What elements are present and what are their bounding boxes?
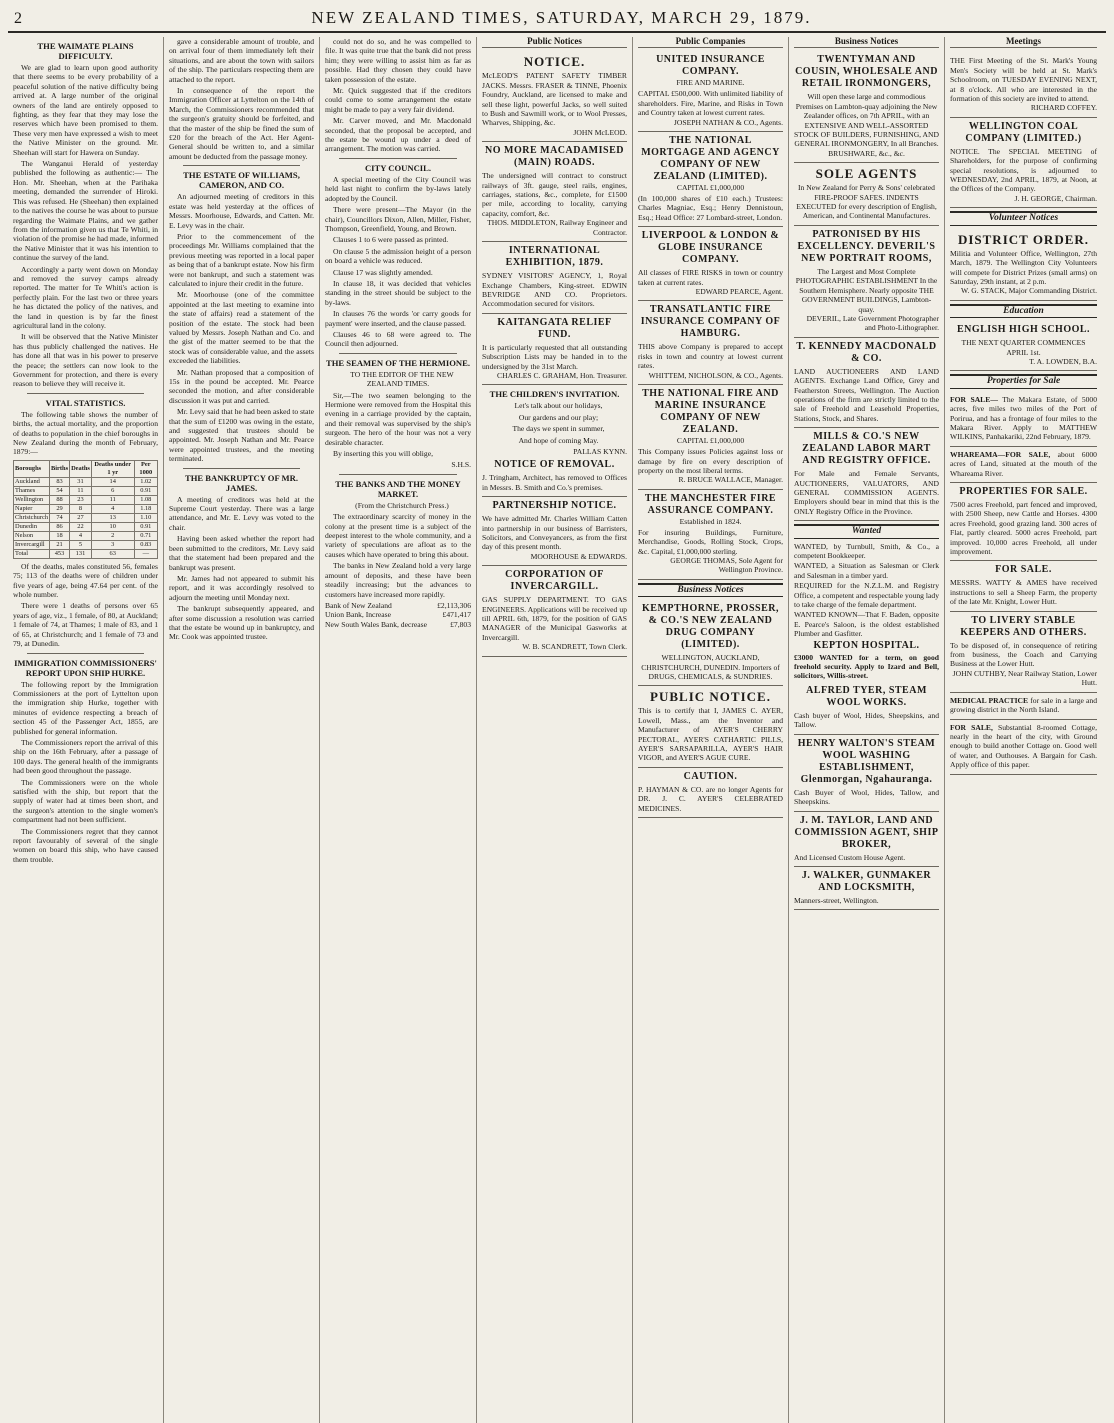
article-title: THE SEAMEN OF THE HERMIONE.	[326, 357, 470, 368]
ad-heading: LIVERPOOL & LONDON & GLOBE INSURANCE COMPANY.	[641, 230, 780, 266]
table-header: Per 1000	[134, 460, 157, 477]
ad-heading: J. WALKER, GUNMAKER AND LOCKSMITH,	[801, 869, 932, 893]
article-paragraph: The Commissioners report the arrival of this ship on the 16th February, after a passage of 100 days. The general health of the immigrants had been good throughout the passage.	[13, 737, 158, 776]
table-cell: 29	[50, 504, 70, 513]
ad-roads	[482, 142, 627, 242]
article-paragraph: TO THE EDITOR OF THE NEW ZEALAND TIMES.	[350, 369, 454, 389]
ad-heading: MEDICAL PRACTICE	[950, 695, 1029, 705]
article-continued	[169, 37, 314, 161]
ad-subheading: CAPITAL £1,000,000	[676, 436, 745, 446]
article-immigration	[13, 658, 158, 865]
ad-body: 7500 acres Freehold, part fenced and improved, with 2500 Sheep, new Cattle and Horses. 4300 acres Freehold, good grazing land. 300 acres of Flat, partly cleared. 5000 acres Freehold, part improved. 10,000 acres Freehold, all under improvement.	[950, 500, 1097, 557]
article-paragraph: Mr. Quick suggested that if the creditors could come to some arrangement the estate might be made to pay a very fair dividend.	[325, 86, 471, 114]
poem-signature: PALLAS KYNN.	[573, 446, 627, 456]
ad-heading: KAITANGATA RELIEF FUND.	[497, 316, 612, 340]
ad-heading: T. KENNEDY MACDONALD & CO.	[796, 340, 937, 364]
table-cell: —	[134, 549, 157, 558]
ad-united-insurance	[638, 51, 783, 132]
ad-body: THIS above Company is prepared to accept risks in town and country at lowest current rates.	[638, 342, 783, 371]
page-number: 2	[14, 10, 23, 27]
ad-body: (In 100,000 shares of £10 each.) Trustees: Charles Magniac, Esq.; Henry Dennistoun, Esq.; Head Office: 27 Lombard-street, London.	[638, 194, 783, 222]
ad-heading: THE NATIONAL FIRE AND MARINE INSURANCE COMPANY OF NEW ZEALAND.	[642, 388, 779, 436]
bank-figure-row	[325, 610, 471, 619]
article-paragraph: Prior to the commencement of the proceedings Mr. Williams complained that the previous meeting was reported in a local paper as being that of a bankrupt estate. Now his firm were not bankrupt, and such a statement was calculated to injure their credit in the future.	[169, 231, 314, 288]
column-2	[164, 37, 320, 1423]
article-waimate	[13, 41, 158, 389]
table-body	[14, 477, 158, 558]
article-paragraph: By inserting this you will oblige,	[333, 449, 433, 459]
ad-body: Cash buyer of Wool, Hides, Sheepskins, and Tallow.	[794, 710, 939, 730]
table-cell: 11	[91, 495, 134, 504]
table-cell: 74	[50, 513, 70, 522]
table-cell: 0.83	[134, 540, 157, 549]
section-heading: Volunteer Notices	[950, 211, 1097, 225]
poem-title: THE CHILDREN'S INVITATION.	[489, 389, 620, 400]
article-title: THE WAIMATE PLAINS DIFFICULTY.	[37, 41, 134, 61]
ad-heading: PARTNERSHIP NOTICE.	[492, 500, 617, 512]
ad-heading: TWENTYMAN AND COUSIN, WHOLESALE AND RETAIL IRONMONGERS,	[795, 54, 938, 90]
ad-body: The Makara Estate, of 5000 acres, five miles two miles of the Port of Porirua, and has a frontage of four miles to the Makara River. Apply to MATTHEW WILKINS, Panhakariki, 22nd February, 1879.	[950, 394, 1098, 442]
ad-manchester-fire	[638, 490, 783, 580]
ad-body: This Company issues Policies against loss or damage by fire on every description of property on the most liberal terms.	[638, 447, 783, 475]
ad-body: J. Tringham, Architect, has removed to Offices in Messrs. B. Smith and Co.'s premises.	[482, 473, 627, 492]
bank-figures	[325, 601, 471, 629]
article-paragraph: (From the Christchurch Press.)	[355, 500, 449, 510]
ad-subheading: Established in 1824.	[679, 516, 742, 526]
section-heading: Public Notices	[482, 37, 627, 48]
article-paragraph: Mr. Moorhouse (one of the committee appointed at the last meeting to examine into the state of affairs) read a statement of the position of the estate. The stock had been valued by Messrs. Joseph Nathan and Co. and the gist of the matter seemed to be that the stock was of considerable value, and the assets exceeded the liabilities.	[169, 290, 314, 366]
table-row	[14, 549, 158, 558]
ad-heading: HENRY WALTON'S STEAM WOOL WASHING ESTABLISHMENT, Glenmorgan, Ngahauranga.	[797, 737, 936, 785]
table-header: Deaths	[70, 460, 92, 477]
ad-heading: TRANSATLANTIC FIRE INSURANCE COMPANY OF HAMBURG.	[640, 304, 781, 340]
article-title: THE BANKS AND THE MONEY MARKET.	[335, 478, 461, 499]
ad-signature: THOS. MIDDLETON, Railway Engineer and Contractor.	[487, 218, 627, 237]
ad-body: This is to certify that I, JAMES C. AYER, Lowell, Mass., am the Inventor and Manufacturer of AYER'S CHERRY PECTORAL, AYER'S CATHARTIC PILLS, AYER'S SARSAPARILLA, AYER'S HAIR VIGOR, and AYER'S AGUE CURE.	[638, 706, 783, 763]
ad-heading: FOR SALE—	[950, 394, 998, 404]
ad-body: about 6000 acres of Land, situated at the mouth of the Whareama River.	[950, 449, 1097, 478]
ad-body: WELLINGTON, AUCKLAND, CHRISTCHURCH, DUNEDIN. Importers of DRUGS, CHEMICALS, & SUNDRIES.	[641, 653, 780, 681]
article-paragraph: The following report by the Immigration Commissioners at the port of Lyttelton upon the immigration ship Hurke, together with minutes of evidence respecting a breach of section 45 of the Passenger Act, 1855, are published for general information.	[13, 679, 158, 736]
table-cell: 21	[50, 540, 70, 549]
bank-value: £2,113,306	[437, 600, 471, 610]
ad-kempthorne-drug	[638, 600, 783, 686]
ad-body: for sale in a large and growing district in the North Island.	[950, 695, 1098, 715]
ad-body: Militia and Volunteer Office, Wellington, 27th March, 1879. The Wellington City Volunteers will compete for District Prizes (small arms) on Saturday, 29th instant, at 2 p.m.	[950, 248, 1097, 286]
ad-body: SYDNEY VISITORS' AGENCY, 1, Royal Exchange Chambers, King-street. EDWIN BEVRIDGE AND CO. Proprietors. Accommodation secured for visitors.	[482, 271, 627, 309]
ad-removal	[482, 456, 627, 497]
ad-heading: PATRONISED BY HIS EXCELLENCY. DEVERIL'S NEW PORTRAIT ROOMS,	[797, 228, 936, 264]
ad-body: MESSRS. WATTY & AMES have received instructions to sell a Sheep Farm, the property of the late Mr. Knight, Lower Hutt.	[950, 578, 1097, 607]
table-row	[14, 477, 158, 486]
ad-signature: T. A. LOWDEN, B.A.	[1029, 356, 1097, 366]
section-heading: Properties for Sale	[950, 374, 1097, 388]
ad-public-notice-ayer	[638, 686, 783, 767]
table-header: Births	[50, 460, 70, 477]
article-paragraph: The banks in New Zealand hold a very large amount of deposits, and these have been steadily increasing; but the advances to customers have increased more rapidly.	[325, 561, 471, 599]
ad-body: For insuring Buildings, Furniture, Merchandise, Goods, Rolling Stock, Crops, &c. Capital, £1,000,000 sterling.	[638, 527, 783, 556]
ad-national-fire	[638, 385, 783, 490]
ad-signature: R. BRUCE WALLACE, Manager.	[678, 475, 783, 485]
ad-heading: NOTICE OF REMOVAL.	[494, 459, 615, 471]
ad-liverpool-london	[638, 227, 783, 301]
ad-signature: J. H. GEORGE, Chairman.	[1014, 193, 1097, 203]
article-title: THE BANKRUPTCY OF MR. JAMES.	[185, 472, 298, 493]
article-paragraph: The bankrupt subsequently appeared, and after some discussion a resolution was carried that the estate be wound up in bankruptcy, and Mr. Cook was appointed trustee.	[169, 604, 314, 642]
ad-body: All classes of FIRE RISKS in town or country taken at current rates.	[638, 268, 783, 287]
table-header: Boroughs	[14, 460, 50, 477]
table-cell: Auckland	[14, 477, 50, 486]
ad-property	[950, 392, 1097, 447]
table-cell: Wellington	[14, 495, 50, 504]
article-city-council	[325, 163, 471, 349]
ad-sole-agents	[794, 163, 939, 226]
wanted-item: REQUIRED for the N.Z.L.M. and Registry Office, a competent and respectable young lady to take charge of the female department.	[794, 581, 939, 610]
vital-statistics-table	[13, 460, 158, 559]
ad-heading: ENGLISH HIGH SCHOOL.	[956, 324, 1091, 336]
table-cell: 18	[50, 531, 70, 540]
ad-deveril-portrait	[794, 226, 939, 338]
ad-body: It is particularly requested that all outstanding Subscription Lists may be handed in to the undersigned by the 31st March.	[482, 342, 627, 371]
divider	[339, 353, 457, 354]
column-5	[633, 37, 789, 1423]
ad-body: Will open these large and commodious Premises on Lambton-quay adjoining the New Zealander offices, on 7th APRIL, with an EXTENSIVE AND WELL-ASSORTED STOCK OF BUILDERS, FURNISHING, AND GENERAL IRONMONGERY, In all Branches. BRUSHWARE, &c., &c.	[794, 92, 940, 158]
poem-line: Our gardens and our play;	[518, 412, 599, 422]
ad-heading: FOR SALE.	[995, 564, 1052, 576]
table-cell: 63	[91, 549, 134, 558]
table-cell: 1.02	[134, 477, 157, 486]
divider	[27, 653, 144, 654]
ad-subheading: FIRE AND MARINE.	[676, 78, 745, 88]
article-paragraph: The Commissioners regret that they cannot report favourably of several of the single women on board this ship, who have caused them trouble.	[13, 826, 158, 864]
ad-body: In New Zealand for Perry & Sons' celebrated FIRE-PROOF SAFES. INDENTS EXECUTED for every description of English, American, and Continental Manufactures.	[796, 183, 937, 221]
article-paragraph: Clauses 1 to 6 were passed as printed.	[333, 235, 449, 245]
ad-heading: NOTICE.	[523, 54, 586, 70]
ad-body: Manners-street, Wellington.	[794, 895, 879, 905]
ad-signature: DEVERIL, Late Government Photographer and Photo-Lithographer.	[806, 313, 939, 333]
ad-body: THE First Meeting of the St. Mark's Young Men's Society will be held at St. Mark's Schoolroom, on TUESDAY EVENING NEXT, at 8 o'clock. All who are interested in the formation of this society are invited to attend.	[950, 56, 1097, 104]
article-paragraph: Mr. Nathan proposed that a composition of 15s in the pound be accepted. Mr. Pearce seconded the motion, and after considerable discussion it was put and carried.	[169, 367, 314, 405]
wanted-item: £3000 WANTED for a term, on good freehold security. Apply to Izard and Bell, solicitors, Willis-street.	[794, 652, 939, 681]
article-paragraph: There were 1 deaths of persons over 65 years of age, viz., 1 female, of 80, at Auckland; 1 female of 74, at Thames; 1 male of 83, and 1 of 65, at Christchurch; and 1 female of 73 and 79, at Dunedin.	[13, 601, 158, 649]
ad-heading: INTERNATIONAL EXHIBITION, 1879.	[505, 245, 604, 269]
article-title: VITAL STATISTICS.	[45, 397, 126, 408]
ad-kennedy-macdonald	[794, 338, 939, 428]
ad-heading: TO LIVERY STABLE KEEPERS AND OTHERS.	[960, 614, 1087, 638]
article-paragraph: Clause 17 was slightly amended.	[333, 267, 433, 277]
ad-henry-walton	[794, 735, 939, 812]
masthead	[8, 6, 1106, 33]
ad-transatlantic	[638, 301, 783, 385]
columns	[8, 37, 1106, 1423]
ad-medical-practice	[950, 693, 1097, 720]
ad-property	[950, 483, 1097, 561]
table-cell: Invercargill	[14, 540, 50, 549]
article-paragraph: On clause 5 the admission height of a person on board a vehicle was reduced.	[325, 246, 471, 266]
ad-cottage-sale	[950, 720, 1097, 775]
table-cell: 2	[91, 531, 134, 540]
ad-signature: JOHN McLEOD.	[573, 127, 627, 137]
poem-line: And hope of coming May.	[518, 435, 599, 445]
ad-body: The Largest and Most Complete PHOTOGRAPHIC ESTABLISHMENT In the Southern Hemisphere. Nearly opposite THE GOVERNMENT BUILDINGS, Lambton-quay.	[795, 266, 938, 314]
ad-signature: W. B. SCANDRETT, Town Clerk.	[522, 642, 627, 652]
table-header: Deaths under 1 yr	[91, 460, 134, 477]
article-paragraph: Mr. James had not appeared to submit his report, and it was accordingly resolved to adjourn the meeting until Monday next.	[169, 573, 314, 602]
poem	[482, 389, 627, 456]
ad-heading: FOR SALE,	[950, 722, 993, 732]
column-1	[8, 37, 164, 1423]
article-paragraph: The Wanganui Herald of yesterday published the following as authentic:— The Hon. Mr. Sheehan, when at the Parihaka meeting, demanded the surrender of Hiroki. This was refused. He (Sheehan) then explained to the natives the course he was about to pursue regarding the Waimate Plains, and we gather from the information given us that Te Whiti, in violation of the promise he had made, informed the Native Minister that it was his intention to continue the survey of the land.	[13, 159, 158, 263]
table-cell: 8	[70, 504, 92, 513]
section-heading: Business Notices	[638, 583, 783, 597]
ad-heading: NO MORE MACADAMISED (MAIN) ROADS.	[485, 145, 624, 169]
article-paragraph: We are glad to learn upon good authority that there seems to be every probability of a peaceful solution of the native difficulty being arrived at. A large number of the original owners of the land are entirely opposed to fighting, as they fear that they may lose the reserves which have been promised to them. These very men have expressed a wish to meet the Native Minister on the ground. Mr. Sheehan will start for Hawera on Sunday.	[13, 63, 158, 157]
ad-heading: KEMPTHORNE, PROSSER, & CO.'S NEW ZEALAND DRUG COMPANY (LIMITED).	[642, 603, 779, 651]
table-cell: 54	[50, 486, 70, 495]
article-paragraph: A special meeting of the City Council was held last night to confirm the by-laws lately adopted by the Council.	[325, 174, 471, 203]
ad-signature: WHITTEM, NICHOLSON, & CO., Agents.	[648, 370, 783, 380]
table-row	[14, 495, 158, 504]
table-cell: 6	[91, 486, 134, 495]
ad-heading: WHAREAMA—FOR SALE,	[950, 449, 1051, 459]
ad-signature: EDWARD PEARCE, Agent.	[695, 287, 783, 297]
ad-heading: CAUTION.	[683, 770, 738, 782]
ad-heading: PROPERTIES FOR SALE.	[959, 486, 1088, 497]
table-cell: 11	[70, 486, 92, 495]
ad-body: McLEOD'S PATENT SAFETY TIMBER JACKS. Messrs. FRASER & TINNE, Phoenix Foundry, Auckland, are licensed to make and sell these light, powerful Jacks, so well suited to Bush and Sawmill work, or to Wool Presses, Wharves, Shipping, &c.	[482, 71, 627, 128]
ad-heading: ALFRED TYER, STEAM WOOL WORKS.	[806, 684, 927, 708]
bank-figure-row	[325, 620, 471, 629]
ad-property	[950, 561, 1097, 611]
table-cell: 0.71	[134, 531, 157, 540]
ad-alfred-tyer	[794, 682, 939, 735]
article-paragraph: could not do so, and he was compelled to file. It was quite true that the bank did not press him; they were willing to assist him as far as possible. Had they chosen they could have taken possession of the estate.	[325, 37, 471, 84]
ad-body: We have admitted Mr. Charles William Catten into partnership in our business of Barristers, Solicitors, and Conveyancers, as from the first day of this present month.	[482, 514, 627, 552]
bank-figure-row	[325, 601, 471, 610]
table-cell: 1.18	[134, 504, 157, 513]
article-paragraph: The extraordinary scarcity of money in the colony at the present time is a subject of the deepest interest to the whole community, and a variety of speculations are afloat as to the causes which have operated to bring this about.	[325, 512, 471, 559]
article-williams-cameron	[169, 170, 314, 463]
divider	[339, 158, 457, 159]
article-paragraph: Clauses 46 to 68 were agreed to. The Council then adjourned.	[325, 329, 471, 349]
table-cell: Christchurch	[15, 513, 49, 521]
article-paragraph: It will be observed that the Native Minister has thus publicly challenged the natives. He has done all that was in his power to preserve the peace; the settlers can now look to the Government for protection, and there is every reason to believe they will receive it.	[13, 332, 158, 389]
ad-heading: PUBLIC NOTICE.	[650, 689, 771, 705]
table-cell: 0.91	[134, 522, 157, 531]
ad-body: And Licensed Custom House Agent.	[794, 852, 906, 862]
ad-property	[950, 447, 1097, 483]
ad-kaitangata	[482, 314, 627, 386]
table-cell: 22	[70, 522, 92, 531]
table-cell: 1.08	[134, 495, 157, 504]
wanted-item: KEPTON HOSPITAL.	[813, 639, 920, 651]
table-cell: Thames	[14, 486, 50, 495]
ad-subheading: CAPITAL £1,000,000	[676, 183, 745, 193]
article-signature: S.H.S.	[451, 460, 471, 470]
table-cell: 23	[70, 495, 92, 504]
bank-name: Bank of New Zealand	[325, 600, 392, 610]
table-header-row	[14, 460, 158, 477]
ad-body: THE NEXT QUARTER COMMENCES APRIL 1st.	[961, 338, 1086, 357]
ad-signature: JOSEPH NATHAN & CO., Agents.	[673, 117, 783, 127]
table-cell: 4	[91, 504, 134, 513]
ad-heading: DISTRICT ORDER.	[957, 231, 1090, 247]
ad-national-mortgage	[638, 132, 783, 227]
ad-signature: MOORHOUSE & EDWARDS.	[530, 551, 627, 561]
ad-body: LAND AUCTIONEERS AND LAND AGENTS. Exchange Land Office, Grey and Featherston Streets, Wellington. The Auction operations of the firm are strictly limited to the sale of Freehold and Leasehold Properties, Stations, Stock, and Shares.	[794, 366, 939, 423]
article-hermione	[325, 358, 471, 470]
ad-twentyman-cousin	[794, 51, 939, 163]
divider	[27, 393, 144, 394]
bank-name: New South Wales Bank, decrease	[325, 619, 427, 629]
column-4	[477, 37, 633, 1423]
article-vital-statistics	[13, 398, 158, 649]
newspaper-title: NEW ZEALAND TIMES, SATURDAY, MARCH 29, 1879.	[311, 8, 812, 27]
column-6	[789, 37, 945, 1423]
article-bankruptcy-james	[169, 473, 314, 642]
article-paragraph: The following table shows the number of births, the actual mortality, and the proportion of deaths to population in the chief boroughs in New Zealand during the month of February, 1879:—	[13, 409, 158, 457]
table-cell: 27	[70, 513, 92, 522]
table-cell: 88	[50, 495, 70, 504]
wanted-item: WANTED, a Situation as Salesman or Clerk and Salesman in a timber yard.	[794, 561, 939, 580]
ad-heading: THE MANCHESTER FIRE ASSURANCE COMPANY.	[644, 492, 777, 516]
ad-signature: W. G. STACK, Major Commanding District.	[960, 286, 1097, 296]
ad-j-walker	[794, 867, 939, 910]
ad-heading: J. M. TAYLOR, LAND AND COMMISSION AGENT, SHIP BROKER,	[794, 814, 939, 850]
ad-heading: THE NATIONAL MORTGAGE AND AGENCY COMPANY OF NEW ZEALAND (LIMITED).	[641, 135, 780, 183]
section-heading: Meetings	[950, 37, 1097, 48]
bank-value: £7,803	[450, 619, 471, 629]
divider	[183, 165, 300, 166]
ad-high-school	[950, 321, 1097, 371]
ad-exhibition	[482, 242, 627, 314]
ad-mcleod-jacks	[482, 51, 627, 142]
table-cell: 1.10	[134, 513, 157, 522]
section-heading: Wanted	[794, 524, 939, 538]
section-heading: Public Companies	[638, 37, 783, 48]
table-cell: 0.91	[134, 486, 157, 495]
ad-heading: SOLE AGENTS	[815, 166, 918, 182]
table-cell: 83	[50, 477, 70, 486]
ad-body: Substantial 8-roomed Cottage, nearly in the heart of the city, with Ground enough to build another Cottage on. Good well of water, and Outhouses. A Bargain for Cash. Apply office of this paper.	[950, 722, 1097, 770]
ad-heading: CORPORATION OF INVERCARGILL.	[505, 569, 604, 593]
section-heading: Business Notices	[794, 37, 939, 48]
article-title: CITY COUNCIL.	[364, 162, 432, 173]
ad-partnership	[482, 497, 627, 566]
article-paragraph: The Commissioners were on the whole satisfied with the ship, but report that the supply of water had at times been short, and the surgeon's attention to the single women's compartment had not been sufficient.	[13, 777, 158, 825]
ad-livery-stable	[950, 612, 1097, 693]
article-paragraph: Accordingly a party went down on Monday and removed the survey camps already reported. The matter for Te Whiti's action is perfectly plain. For the last two or three years he has dictated the policy of the natives, and the land in question is by far the finest agricultural land in the colony.	[13, 264, 158, 330]
article-paragraph: Mr. Carver moved, and Mr. Macdonald seconded, that the proposal be accepted, and the estate be wound up under a deed of arrangement. The motion was carried.	[325, 116, 471, 154]
bank-name: Union Bank, Increase	[325, 610, 392, 620]
article-title: IMMIGRATION COMMISSIONERS' REPORT UPON SHIP HURKE.	[14, 657, 157, 678]
ad-jm-taylor	[794, 812, 939, 867]
table-cell: 453	[50, 549, 70, 558]
ad-body: For Male and Female Servants, AUCTIONEERS, VALUATORS, AND GENERAL COMMISSION AGENTS. Employers should bear in mind that this is the ONLY Registry Office in the Province.	[794, 469, 939, 516]
ad-coal-company	[950, 118, 1097, 208]
ad-st-marks	[950, 51, 1097, 117]
column-3	[320, 37, 477, 1423]
table-row	[14, 486, 158, 495]
ad-heading: UNITED INSURANCE COMPANY.	[656, 54, 765, 78]
table-row	[14, 513, 158, 522]
ad-body: The undersigned will contract to construct railways of 3ft. gauge, steel rails, engines, carriages, stations, &c., complete, for £1500 per mile, according to locality, carrying capacity, comfort, &c.	[482, 171, 627, 218]
wanted-item: WANTED, by Turnbull, Smith, & Co., a competent Bookkeeper.	[794, 541, 939, 560]
ad-heading: MILLS & CO.'S NEW ZEALAND LABOR MART AND REGISTRY OFFICE.	[802, 431, 931, 467]
table-row	[14, 540, 158, 549]
divider	[339, 474, 457, 475]
article-paragraph: Sir,—The two seamen belonging to the Hermione were removed from the Hospital this evening in a carriage provided by the captain, and their removal was supervised by the ship's surgeon. The hero of the hour was not a very desirable character.	[325, 390, 471, 447]
table-cell: 14	[91, 477, 134, 486]
article-title: THE ESTATE OF WILLIAMS, CAMERON, AND CO.	[183, 170, 300, 191]
table-cell: 86	[50, 522, 70, 531]
table-cell: 10	[91, 522, 134, 531]
ad-signature: GEORGE THOMAS, Sole Agent for Wellington Province.	[670, 555, 783, 575]
table-cell: 13	[91, 513, 134, 522]
article-paragraph: A meeting of creditors was held at the Supreme Court yesterday. There was a large attendance, and Mr. E. Levy was voted to the chair.	[169, 494, 314, 532]
ad-body: CAPITAL £500,000. With unlimited liability of shareholders. Fire, Marine, and Risks in Town and Country taken at lowest current rates.	[638, 89, 783, 118]
wanted-item: WANTED KNOWN—That F. Baden, opposite E. Pearce's Saloon, is the oldest established Plumber and Gasfitter.	[794, 610, 939, 639]
table-cell: Nelson	[14, 531, 50, 540]
article-paragraph: An adjourned meeting of creditors in this estate was held yesterday at the offices of Messrs. Moorhouse, Edwards, and Catten. Mr. E. Levy was in the chair.	[169, 192, 314, 230]
table-cell: 5	[70, 540, 92, 549]
table-cell: 131	[70, 549, 92, 558]
article-paragraph: In clauses 76 the words 'or carry goods for payment' were inserted, and the clause passed.	[325, 309, 471, 328]
article-paragraph: In consequence of the report the Immigration Officer at Lyttelton on the 14th of March, the Commissioners recommended that the surgeon's gratuity should be forfeited, and that the master of the ship be fined the sum of £20 for the breach of the Act. Her Agent-General should be written to, and a similar amount be deducted from the passage money.	[169, 86, 314, 161]
column-7	[945, 37, 1102, 1423]
article-paragraph: In clause 18, it was decided that vehicles standing in the street should be subject to the by-laws.	[325, 278, 471, 307]
table-cell: Dunedin	[14, 522, 50, 531]
table-row	[14, 522, 158, 531]
table-cell: 4	[70, 531, 92, 540]
poem-line: Let's talk about our holidays,	[514, 401, 603, 411]
table-row	[14, 504, 158, 513]
article-paragraph: Of the deaths, males constituted 56, females 75; 113 of the deaths were of children under five years of age, being 47.64 per cent. of the whole number.	[13, 561, 158, 600]
article-paragraph: Mr. Levy said that he had been asked to state that the sum of £1200 was owing in the estate, and suggested that trustees should be appointed. Mr. Joseph Nathan and Mr. Pearce were appointed trustees, and the meeting terminated.	[169, 407, 314, 464]
ad-signature: JOHN CUTHBY, Near Railway Station, Lower Hutt.	[952, 668, 1097, 688]
ad-signature: CHARLES C. GRAHAM, Hon. Treasurer.	[497, 370, 627, 380]
divider	[183, 468, 300, 469]
table-cell: 3	[91, 540, 134, 549]
ad-caution	[638, 768, 783, 818]
poem-line: The days we spent in summer,	[512, 424, 605, 434]
ad-signature: RICHARD COFFEY.	[1030, 103, 1097, 113]
ad-mills-labor-mart	[794, 428, 939, 521]
ad-body: GAS SUPPLY DEPARTMENT. TO GAS ENGINEERS. Applications will be received up till APRIL 6th, 1879, for the position of GAS MANAGER of the Municipal Gasworks at Invercargill.	[482, 595, 627, 642]
bank-value: £471,417	[442, 610, 471, 620]
article-paragraph: gave a considerable amount of trouble, and on arrival four of them immediately left their situations, and are about the town with sailors of the ship. The particulars respecting them are attached to the report.	[169, 37, 314, 84]
ad-body: Cash Buyer of Wool, Hides, Tallow, and Sheepskins.	[794, 787, 939, 807]
article-banks-money-market	[325, 479, 471, 629]
ad-heading: WELLINGTON COAL COMPANY (LIMITED.)	[965, 120, 1082, 144]
ad-district-order	[950, 229, 1097, 301]
ad-body: To be disposed of, in consequence of retiring from business, the Coach and Carrying Business at the Lower Hutt.	[950, 640, 1097, 669]
section-heading: Education	[950, 304, 1097, 318]
article-paragraph: Having been asked whether the report had been submitted to the creditors, Mr. Levy said that the statement had been prepared and the bankrupt was present.	[169, 534, 314, 572]
table-cell: Total	[14, 549, 50, 558]
ad-body: P. HAYMAN & CO. are no longer Agents for DR. J. C. AYER'S CELEBRATED MEDICINES.	[638, 784, 783, 813]
table-cell: 31	[70, 477, 92, 486]
ad-invercargill	[482, 566, 627, 656]
table-row	[14, 531, 158, 540]
article-paragraph: There were present—The Mayor (in the chair), Councillors Dixon, Allen, Miller, Fisher, Thompson, Greenfield, Young, and Brown.	[325, 205, 471, 233]
ad-body: NOTICE. The SPECIAL MEETING of Shareholders, for the purpose of confirming special resolutions, is adjourned to WEDNESDAY, 2nd APRIL, 1879, at Noon, at the Offices of the Company.	[950, 146, 1097, 194]
article-continued	[325, 37, 471, 154]
table-cell: Napier	[14, 504, 50, 513]
